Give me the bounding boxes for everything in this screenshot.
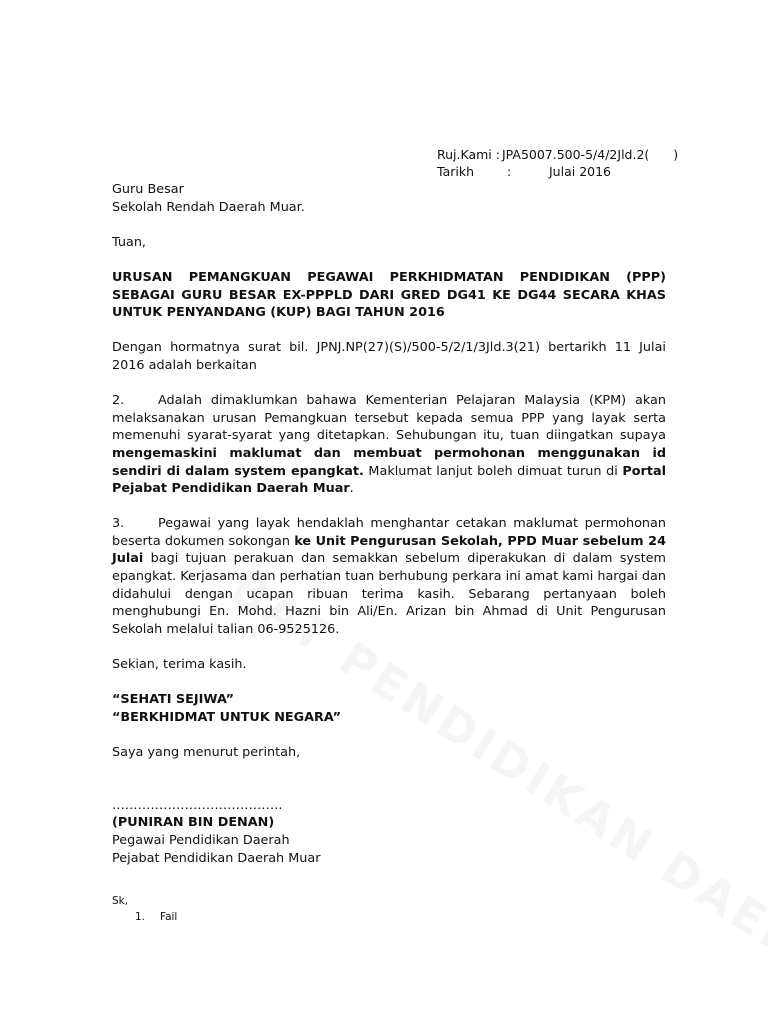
intro-paragraph: Dengan hormatnya surat bil. JPNJ.NP(27)(S)/500-5/2/1/3Jld.3(21) bertarikh 11 Julai 2016 adalah berkaitan xyxy=(112,340,666,373)
para2-bold1: mengemaskini maklumat dan membuat permohonan menggunakan id sendiri di dalam system epangkat. xyxy=(112,445,666,479)
cc-item-number: 1. xyxy=(135,911,146,923)
cc-item-text: Fail xyxy=(160,911,178,923)
tarikh-label: Tarikh xyxy=(437,164,474,179)
ruj-label: Ruj.Kami : xyxy=(437,147,500,162)
signer-office: Pejabat Pendidikan Daerah Muar xyxy=(112,850,321,866)
para3-number: 3. xyxy=(112,516,125,532)
ruj-value: JPA5007.500-5/4/2Jld.2( xyxy=(501,147,650,162)
paragraph-2 xyxy=(112,392,666,498)
reference-tarikh-row xyxy=(437,163,678,180)
salutation: Tuan, xyxy=(112,234,147,250)
closing-line: Sekian, terima kasih. xyxy=(112,657,247,673)
ruj-close: ) xyxy=(673,147,679,162)
reference-block xyxy=(437,146,678,180)
tarikh-colon: : xyxy=(507,164,512,179)
para3-bold1: ke Unit Pengurusan Sekolah, PPD Muar sebelum 24 Julai xyxy=(112,533,666,567)
para2-text1: Adalah dimaklumkan bahawa Kementerian Pelajaran Malaysia (KPM) akan melaksanakan urusan Pemangkuan tersebut kepada semua PPP yang layak serta memenuhi syarat-syarat yang ditetapkan. Sehubungan itu, tuan diingatkan supaya xyxy=(112,393,666,444)
para2-bold2: Portal Pejabat Pendidikan Daerah Muar xyxy=(112,463,666,497)
signer-name: (PUNIRAN BIN DENAN) xyxy=(112,815,275,831)
recipient-line1: Guru Besar xyxy=(112,182,184,197)
tarikh-value: Julai 2016 xyxy=(549,164,611,179)
recipient-line2: Sekolah Rendah Daerah Muar. xyxy=(112,199,305,215)
cc-label: Sk, xyxy=(112,895,129,907)
reference-ruj-row xyxy=(437,146,678,163)
motto-2: “BERKHIDMAT UNTUK NEGARA” xyxy=(112,709,342,725)
para2-text3: . xyxy=(349,481,354,497)
letter-body xyxy=(112,181,666,867)
motto-1: “SEHATI SEJIWA” xyxy=(112,692,235,708)
para3-text1: Pegawai yang layak hendaklah menghantar cetakan maklumat permohonan beserta dokumen sokongan xyxy=(112,516,666,549)
sign-off: Saya yang menurut perintah, xyxy=(112,745,301,760)
subject-heading: URUSAN PEMANGKUAN PEGAWAI PERKHIDMATAN PENDIDIKAN (PPP) SEBAGAI GURU BESAR EX-PPPLD DARI GRED DG41 KE DG44 SECARA KHAS UNTUK PENYANDANG (KUP) BAGI TAHUN 2016 xyxy=(112,269,666,321)
para3-text2: bagi tujuan perakuan dan semakkan sebelum diperakukan di dalam system epangkat. Kerjasama dan perhatian tuan berhubung perkara ini amat kami hargai dan didahului dengan ucapan ribuan terima kasih. Sebarang pertanyaan boleh menghubungi En. Mohd. Hazni bin Ali/En. Arizan bin Ahmad di Unit Pengurusan Sekolah melalui talian 06-9525126. xyxy=(112,551,666,637)
signer-title: Pegawai Pendidikan Daerah xyxy=(112,832,290,848)
para2-number: 2. xyxy=(112,393,125,409)
signature-line: …………………………………. xyxy=(112,797,283,813)
cc-item xyxy=(135,909,177,925)
paragraph-3 xyxy=(112,515,666,638)
para2-text2: Maklumat lanjut boleh dimuat turun di xyxy=(363,463,623,479)
